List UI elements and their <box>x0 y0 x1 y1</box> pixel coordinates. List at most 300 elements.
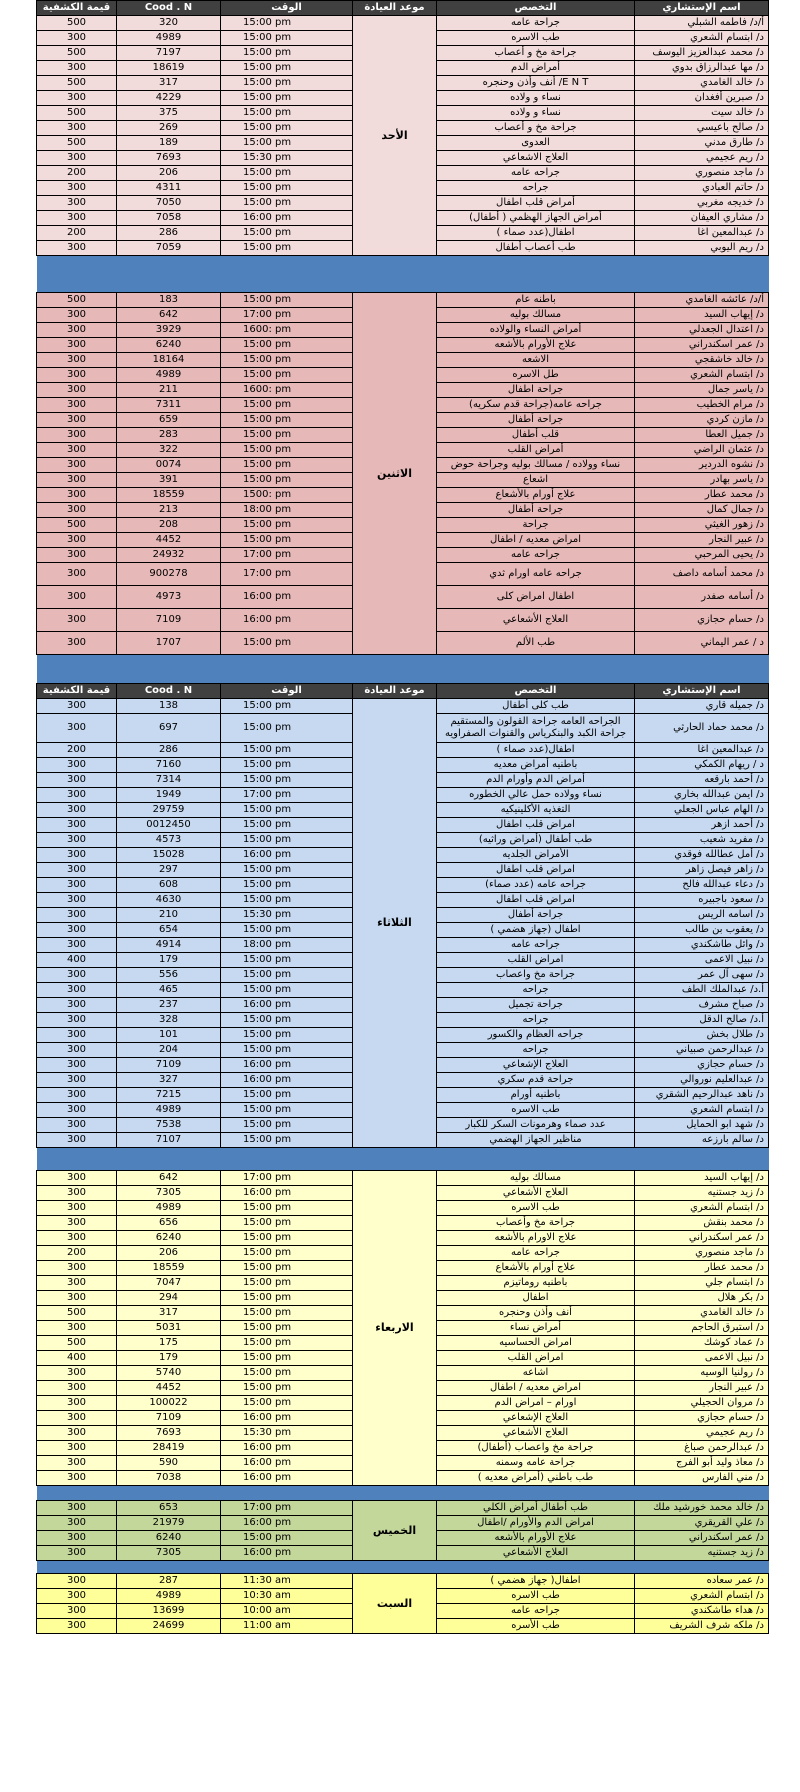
consult-fee: 300 <box>37 533 117 548</box>
clinic-time: 15:00 pm <box>221 1201 353 1216</box>
consult-fee: 300 <box>37 61 117 76</box>
clinic-time: 15:00 pm <box>221 368 353 383</box>
specialty: جراحة مخ واعصاب <box>437 968 635 983</box>
consultant-name: د/ الهام عباس الجعلي <box>635 803 769 818</box>
consult-fee: 300 <box>37 353 117 368</box>
consultant-name: د/ طارق مدني <box>635 136 769 151</box>
consultant-name: د/ ماجد منصوري <box>635 1246 769 1261</box>
clinic-time: 15:00 pm <box>221 893 353 908</box>
consultant-name: د/ محمد عبدالعزيز اليوسف <box>635 46 769 61</box>
consult-fee: 300 <box>37 1186 117 1201</box>
clinic-time: 15:00 pm <box>221 1396 353 1411</box>
consultant-name: د/ ياسر بهادر <box>635 473 769 488</box>
specialty: جراحة <box>437 518 635 533</box>
specialty: جراحه <box>437 983 635 998</box>
code-number: 654 <box>117 923 221 938</box>
code-number: 642 <box>117 1171 221 1186</box>
consult-fee: 500 <box>37 1306 117 1321</box>
clinic-time: 15:00 pm <box>221 398 353 413</box>
code-number: 328 <box>117 1013 221 1028</box>
consult-fee: 300 <box>37 1589 117 1604</box>
consult-fee: 500 <box>37 106 117 121</box>
consultant-name: د/ طلال بخش <box>635 1028 769 1043</box>
specialty: مسالك بوليه <box>437 1171 635 1186</box>
consult-fee: 300 <box>37 983 117 998</box>
clinic-time: 15:00 pm <box>221 136 353 151</box>
specialty: علاج الأورام بالأشعه <box>437 1531 635 1546</box>
specialty: الاشعه <box>437 353 635 368</box>
header-fee: قيمة الكشفية <box>37 684 117 699</box>
consultant-name: د/ اسامه الريس <box>635 908 769 923</box>
consultant-name: د/ خالد الغامدي <box>635 1306 769 1321</box>
consultant-name: د/ يحيى المرحبي <box>635 548 769 563</box>
specialty: العلاج الأشعاعي <box>437 609 635 632</box>
clinic-time: 15:00 pm <box>221 181 353 196</box>
clinic-time: 15:00 pm <box>221 1336 353 1351</box>
code-number: 210 <box>117 908 221 923</box>
code-number: 7058 <box>117 211 221 226</box>
consultant-name: د/ خالد الغامدي <box>635 76 769 91</box>
code-number: 100022 <box>117 1396 221 1411</box>
consult-fee: 300 <box>37 848 117 863</box>
code-number: 211 <box>117 383 221 398</box>
clinic-time: 17:00 pm <box>221 548 353 563</box>
code-number: 4989 <box>117 1589 221 1604</box>
clinic-time: 16:00 pm <box>221 1411 353 1426</box>
consultant-name: أ/د/ فاطمه الشبلي <box>635 16 769 31</box>
clinic-day: الثلاثاء <box>353 699 437 1148</box>
code-number: 283 <box>117 428 221 443</box>
clinic-time: 16:00 pm <box>221 1546 353 1561</box>
code-number: 287 <box>117 1574 221 1589</box>
clinic-time: 16:00 pm <box>221 211 353 226</box>
consult-fee: 300 <box>37 151 117 166</box>
consult-fee: 500 <box>37 1336 117 1351</box>
header-day: موعد العيادة <box>353 1 437 16</box>
specialty: جراحه عامه <box>437 166 635 181</box>
consult-fee: 300 <box>37 923 117 938</box>
code-number: 21979 <box>117 1516 221 1531</box>
clinic-time: 15:00 pm <box>221 923 353 938</box>
table-row <box>37 699 769 714</box>
clinic-time: 11:30 am <box>221 1574 353 1589</box>
clinic-time: 16:00 pm <box>221 1186 353 1201</box>
specialty: اطفال (جهاز هضمي ) <box>437 923 635 938</box>
specialty: جراحة مخ واعصاب (أطفال) <box>437 1441 635 1456</box>
consult-fee: 300 <box>37 758 117 773</box>
specialty: جراحة عامه وسمنه <box>437 1456 635 1471</box>
clinic-time: 15:00 pm <box>221 632 353 655</box>
consultant-name: د/ إيهاب السيد <box>635 1171 769 1186</box>
code-number: 13699 <box>117 1604 221 1619</box>
header-time: الوقت <box>221 1 353 16</box>
clinic-time: 15:00 pm <box>221 773 353 788</box>
code-number: 7693 <box>117 1426 221 1441</box>
code-number: 656 <box>117 1216 221 1231</box>
specialty: جراحة تجميل <box>437 998 635 1013</box>
consult-fee: 300 <box>37 609 117 632</box>
specialty: العلاج الأشعاعي <box>437 1426 635 1441</box>
specialty: أمراض القلب <box>437 443 635 458</box>
specialty: جراحة اطفال <box>437 383 635 398</box>
specialty: العلاج الأشعاعي <box>437 1186 635 1201</box>
specialty: أمراض قلب اطفال <box>437 196 635 211</box>
specialty: امراض قلب اطفال <box>437 863 635 878</box>
consultant-name: د/ عمر سعاده <box>635 1574 769 1589</box>
code-number: 7314 <box>117 773 221 788</box>
specialty: علاج الاورام بالأشعه <box>437 1231 635 1246</box>
clinic-time: 15:00 pm <box>221 338 353 353</box>
consultant-name: د/ عبدالرحمن صبياني <box>635 1043 769 1058</box>
header-name: اسم الإستشاري <box>635 684 769 699</box>
consult-fee: 300 <box>37 1261 117 1276</box>
consult-fee: 500 <box>37 518 117 533</box>
code-number: 327 <box>117 1073 221 1088</box>
consultant-name: د/ مها عبدالرزاق بدوي <box>635 61 769 76</box>
code-number: 4989 <box>117 1103 221 1118</box>
code-number: 7693 <box>117 151 221 166</box>
separator-bar <box>37 256 769 293</box>
clinic-time: 16:00 pm <box>221 1516 353 1531</box>
consult-fee: 300 <box>37 699 117 714</box>
specialty: نساء و ولاده <box>437 91 635 106</box>
specialty: مناظير الجهاز الهضمي <box>437 1133 635 1148</box>
consultant-name: د/ عبدالرحمن صباغ <box>635 1441 769 1456</box>
code-number: 7215 <box>117 1088 221 1103</box>
consultant-name: د/ ريم اليوبي <box>635 241 769 256</box>
header-code: Cood . N <box>117 684 221 699</box>
clinic-time: 15:00 pm <box>221 1276 353 1291</box>
code-number: 659 <box>117 413 221 428</box>
clinic-time: 15:00 pm <box>221 46 353 61</box>
code-number: 297 <box>117 863 221 878</box>
specialty: أنف وأذن وحنجره <box>437 1306 635 1321</box>
clinic-time: 15:00 pm <box>221 1118 353 1133</box>
clinic-time: 15:00 pm <box>221 1028 353 1043</box>
consult-fee: 300 <box>37 196 117 211</box>
consultant-name: د/ جميل العطا <box>635 428 769 443</box>
code-number: 6240 <box>117 1531 221 1546</box>
consult-fee: 300 <box>37 773 117 788</box>
code-number: 183 <box>117 293 221 308</box>
consultant-name: د/ عماد كوشك <box>635 1336 769 1351</box>
consultant-name: د/ زاهر فيصل زاهر <box>635 863 769 878</box>
consult-fee: 300 <box>37 563 117 586</box>
specialty: اطفال <box>437 1291 635 1306</box>
code-number: 204 <box>117 1043 221 1058</box>
code-number: 653 <box>117 1501 221 1516</box>
header-time: الوقت <box>221 684 353 699</box>
specialty: امراض الدم والأورام /اطفال <box>437 1516 635 1531</box>
consult-fee: 300 <box>37 1276 117 1291</box>
clinic-time: 15:00 pm <box>221 1366 353 1381</box>
specialty: نساء وولاده حمل عالي الخطوره <box>437 788 635 803</box>
code-number: 556 <box>117 968 221 983</box>
specialty: طب كلى أطفال <box>437 699 635 714</box>
consult-fee: 300 <box>37 548 117 563</box>
header-spec: التخصص <box>437 1 635 16</box>
clinic-time: 15:00 pm <box>221 473 353 488</box>
consultant-name: د/ نبيل الاعمى <box>635 953 769 968</box>
consultant-name: د/ حسام حجازي <box>635 1058 769 1073</box>
clinic-time: 18:00 pm <box>221 503 353 518</box>
consultant-name: د / عمر اليماني <box>635 632 769 655</box>
consultant-name: د/ مرام الخطيب <box>635 398 769 413</box>
clinic-time: 15:00 pm <box>221 353 353 368</box>
specialty: اورام – امراض الدم <box>437 1396 635 1411</box>
specialty: أمراض الدم وأورام الدم <box>437 773 635 788</box>
consult-fee: 300 <box>37 1516 117 1531</box>
code-number: 4989 <box>117 1201 221 1216</box>
code-number: 7109 <box>117 1411 221 1426</box>
schedule-table <box>36 0 769 1634</box>
code-number: 213 <box>117 503 221 518</box>
consultant-name: أ/د/ عائشه الغامدي <box>635 293 769 308</box>
consult-fee: 300 <box>37 833 117 848</box>
consult-fee: 300 <box>37 241 117 256</box>
clinic-time: 1600: pm <box>221 383 353 398</box>
specialty: جراحه العظام والكسور <box>437 1028 635 1043</box>
code-number: 7305 <box>117 1546 221 1561</box>
consultant-name: د/ علي القريقري <box>635 1516 769 1531</box>
consultant-name: د/ عبير النجار <box>635 533 769 548</box>
consultant-name: د/ بكر هلال <box>635 1291 769 1306</box>
clinic-time: 15:00 pm <box>221 196 353 211</box>
code-number: 5031 <box>117 1321 221 1336</box>
specialty: أمراض الجهاز الهظمي ( أطفال) <box>437 211 635 226</box>
consult-fee: 400 <box>37 1351 117 1366</box>
specialty: جراحة مخ و أعصاب <box>437 121 635 136</box>
table-row <box>37 293 769 308</box>
clinic-time: 16:00 pm <box>221 1471 353 1486</box>
consult-fee: 300 <box>37 1043 117 1058</box>
clinic-time: 15:00 pm <box>221 1246 353 1261</box>
clinic-day: الخميس <box>353 1501 437 1561</box>
code-number: 6240 <box>117 1231 221 1246</box>
header-day: موعد العيادة <box>353 684 437 699</box>
code-number: 138 <box>117 699 221 714</box>
consult-fee: 300 <box>37 413 117 428</box>
code-number: 900278 <box>117 563 221 586</box>
clinic-time: 15:00 pm <box>221 1531 353 1546</box>
code-number: 4573 <box>117 833 221 848</box>
clinic-time: 15:00 pm <box>221 1013 353 1028</box>
clinic-day: الاربعاء <box>353 1171 437 1486</box>
separator-bar <box>37 1148 769 1171</box>
specialty: باطنيه أورام <box>437 1088 635 1103</box>
specialty: عدد صماء وهرمونات السكر للكبار <box>437 1118 635 1133</box>
specialty: جراحة عامه <box>437 16 635 31</box>
table-row <box>37 1171 769 1186</box>
consult-fee: 300 <box>37 181 117 196</box>
section-separator <box>37 256 769 293</box>
separator-bar <box>37 1561 769 1574</box>
consult-fee: 300 <box>37 1441 117 1456</box>
consultant-name: د/ وائل طاشكندي <box>635 938 769 953</box>
consultant-name: د/ جمال كمال <box>635 503 769 518</box>
clinic-time: 15:00 pm <box>221 699 353 714</box>
separator-bar <box>37 1486 769 1501</box>
clinic-day: السبت <box>353 1574 437 1634</box>
consult-fee: 300 <box>37 878 117 893</box>
consultant-name: د/ حسام حجازي <box>635 609 769 632</box>
clinic-time: 15:00 pm <box>221 1088 353 1103</box>
clinic-time: 15:00 pm <box>221 533 353 548</box>
clinic-time: 15:00 pm <box>221 714 353 743</box>
code-number: 7305 <box>117 1186 221 1201</box>
consult-fee: 300 <box>37 1171 117 1186</box>
code-number: 7160 <box>117 758 221 773</box>
consult-fee: 300 <box>37 443 117 458</box>
code-number: 320 <box>117 16 221 31</box>
code-number: 4452 <box>117 533 221 548</box>
consult-fee: 300 <box>37 632 117 655</box>
consult-fee: 300 <box>37 1073 117 1088</box>
clinic-time: 15:00 pm <box>221 983 353 998</box>
consult-fee: 300 <box>37 893 117 908</box>
header-code: Cood . N <box>117 1 221 16</box>
consult-fee: 300 <box>37 818 117 833</box>
code-number: 4452 <box>117 1381 221 1396</box>
consultant-name: د/ ريم عجيمي <box>635 1426 769 1441</box>
specialty: امراض معديه / اطفال <box>437 533 635 548</box>
clinic-time: 15:00 pm <box>221 61 353 76</box>
table-row <box>37 16 769 31</box>
consultant-name: د/ محمد حماد الحارثي <box>635 714 769 743</box>
clinic-time: 15:00 pm <box>221 293 353 308</box>
code-number: 5740 <box>117 1366 221 1381</box>
code-number: 0012450 <box>117 818 221 833</box>
specialty: التغذيه الأكلينيكيه <box>437 803 635 818</box>
code-number: 18164 <box>117 353 221 368</box>
consultant-name: د/ هداء طاشكندي <box>635 1604 769 1619</box>
consultant-name: د/ سهى آل عمر <box>635 968 769 983</box>
consult-fee: 300 <box>37 788 117 803</box>
consultant-name: د/ ابتسام الشعري <box>635 1103 769 1118</box>
consult-fee: 300 <box>37 473 117 488</box>
consultant-name: د/ دعاء عبدالله فالح <box>635 878 769 893</box>
clinic-time: 15:30 pm <box>221 151 353 166</box>
clinic-time: 17:00 pm <box>221 788 353 803</box>
clinic-time: 15:00 pm <box>221 878 353 893</box>
clinic-time: 16:00 pm <box>221 1073 353 1088</box>
consult-fee: 300 <box>37 714 117 743</box>
code-number: 7538 <box>117 1118 221 1133</box>
code-number: 7109 <box>117 1058 221 1073</box>
code-number: 206 <box>117 166 221 181</box>
consultant-name: د/ محمد أسامه داصف <box>635 563 769 586</box>
code-number: 4229 <box>117 91 221 106</box>
clinic-time: 15:00 pm <box>221 106 353 121</box>
consult-fee: 300 <box>37 1088 117 1103</box>
specialty: أمراض الدم <box>437 61 635 76</box>
consult-fee: 300 <box>37 968 117 983</box>
consultant-name: د/ أحمد بارقعه <box>635 773 769 788</box>
consult-fee: 300 <box>37 1216 117 1231</box>
consult-fee: 300 <box>37 1103 117 1118</box>
specialty: امراض قلب اطفال <box>437 893 635 908</box>
specialty: اطفال( جهاز هضمي ) <box>437 1574 635 1589</box>
specialty: جراحه عامه (عدد صماء) <box>437 878 635 893</box>
consult-fee: 500 <box>37 293 117 308</box>
specialty: جراحه عامه <box>437 1604 635 1619</box>
consult-fee: 300 <box>37 1471 117 1486</box>
specialty: العلاج الاشعاعي <box>437 151 635 166</box>
consultant-name: د/ سالم بارزعه <box>635 1133 769 1148</box>
clinic-time: 15:00 pm <box>221 121 353 136</box>
consultant-name: د/ عبدالعليم نوروالي <box>635 1073 769 1088</box>
code-number: 286 <box>117 226 221 241</box>
clinic-time: 16:00 pm <box>221 609 353 632</box>
consult-fee: 500 <box>37 16 117 31</box>
clinic-time: 16:00 pm <box>221 1441 353 1456</box>
consultant-name: د/ عمر اسكندراني <box>635 1531 769 1546</box>
consultant-name: د/ ملكه شرف الشريف <box>635 1619 769 1634</box>
code-number: 391 <box>117 473 221 488</box>
code-number: 189 <box>117 136 221 151</box>
header-spec: التخصص <box>437 684 635 699</box>
clinic-time: 15:00 pm <box>221 1291 353 1306</box>
specialty: العلاج الإشعاعي <box>437 1058 635 1073</box>
consult-fee: 300 <box>37 1231 117 1246</box>
consult-fee: 300 <box>37 1546 117 1561</box>
consultant-name: د/ إيهاب السيد <box>635 308 769 323</box>
consult-fee: 200 <box>37 166 117 181</box>
consult-fee: 300 <box>37 368 117 383</box>
clinic-time: 15:00 pm <box>221 166 353 181</box>
specialty: طب الاسره <box>437 1589 635 1604</box>
specialty: طب أطفال (أمراض وراثيه) <box>437 833 635 848</box>
consultant-name: د/ مفريد شعيب <box>635 833 769 848</box>
specialty: امراض القلب <box>437 1351 635 1366</box>
clinic-time: 15:00 pm <box>221 428 353 443</box>
clinic-time: 16:00 pm <box>221 586 353 609</box>
specialty: اشاعه <box>437 1366 635 1381</box>
consultant-name: د/ ايمن عبدالله بخاري <box>635 788 769 803</box>
specialty: امراض قلب اطفال <box>437 818 635 833</box>
consultant-name: د/ حسام حجازي <box>635 1411 769 1426</box>
clinic-time: 15:00 pm <box>221 443 353 458</box>
consultant-name: د/ عبدالمعين اغا <box>635 743 769 758</box>
specialty: طب الاسره <box>437 1103 635 1118</box>
clinic-time: 15:00 pm <box>221 953 353 968</box>
specialty: طب الاسره <box>437 1201 635 1216</box>
clinic-time: 17:00 pm <box>221 1171 353 1186</box>
consult-fee: 300 <box>37 998 117 1013</box>
specialty: جراحه عامه <box>437 548 635 563</box>
consultant-name: د/ محمد عطار <box>635 488 769 503</box>
consultant-name: د/ ناهد عبدالرحيم الشقري <box>635 1088 769 1103</box>
consultant-name: د/ صبرين أفغدان <box>635 91 769 106</box>
code-number: 179 <box>117 1351 221 1366</box>
code-number: 0074 <box>117 458 221 473</box>
schedule-body <box>37 1 769 1634</box>
consultant-name: د/ سعود باجبيره <box>635 893 769 908</box>
clinic-time: 15:30 pm <box>221 1426 353 1441</box>
specialty: امراض القلب <box>437 953 635 968</box>
code-number: 7050 <box>117 196 221 211</box>
code-number: 7197 <box>117 46 221 61</box>
clinic-time: 15:00 pm <box>221 818 353 833</box>
code-number: 294 <box>117 1291 221 1306</box>
clinic-time: 18:00 pm <box>221 938 353 953</box>
consultant-name: د/ خالد محمد خورشيد ملك <box>635 1501 769 1516</box>
consult-fee: 300 <box>37 1133 117 1148</box>
consult-fee: 300 <box>37 1058 117 1073</box>
consultant-name: د/ صباح مشرف <box>635 998 769 1013</box>
specialty: جراحة مخ وأعصاب <box>437 1216 635 1231</box>
code-number: 697 <box>117 714 221 743</box>
